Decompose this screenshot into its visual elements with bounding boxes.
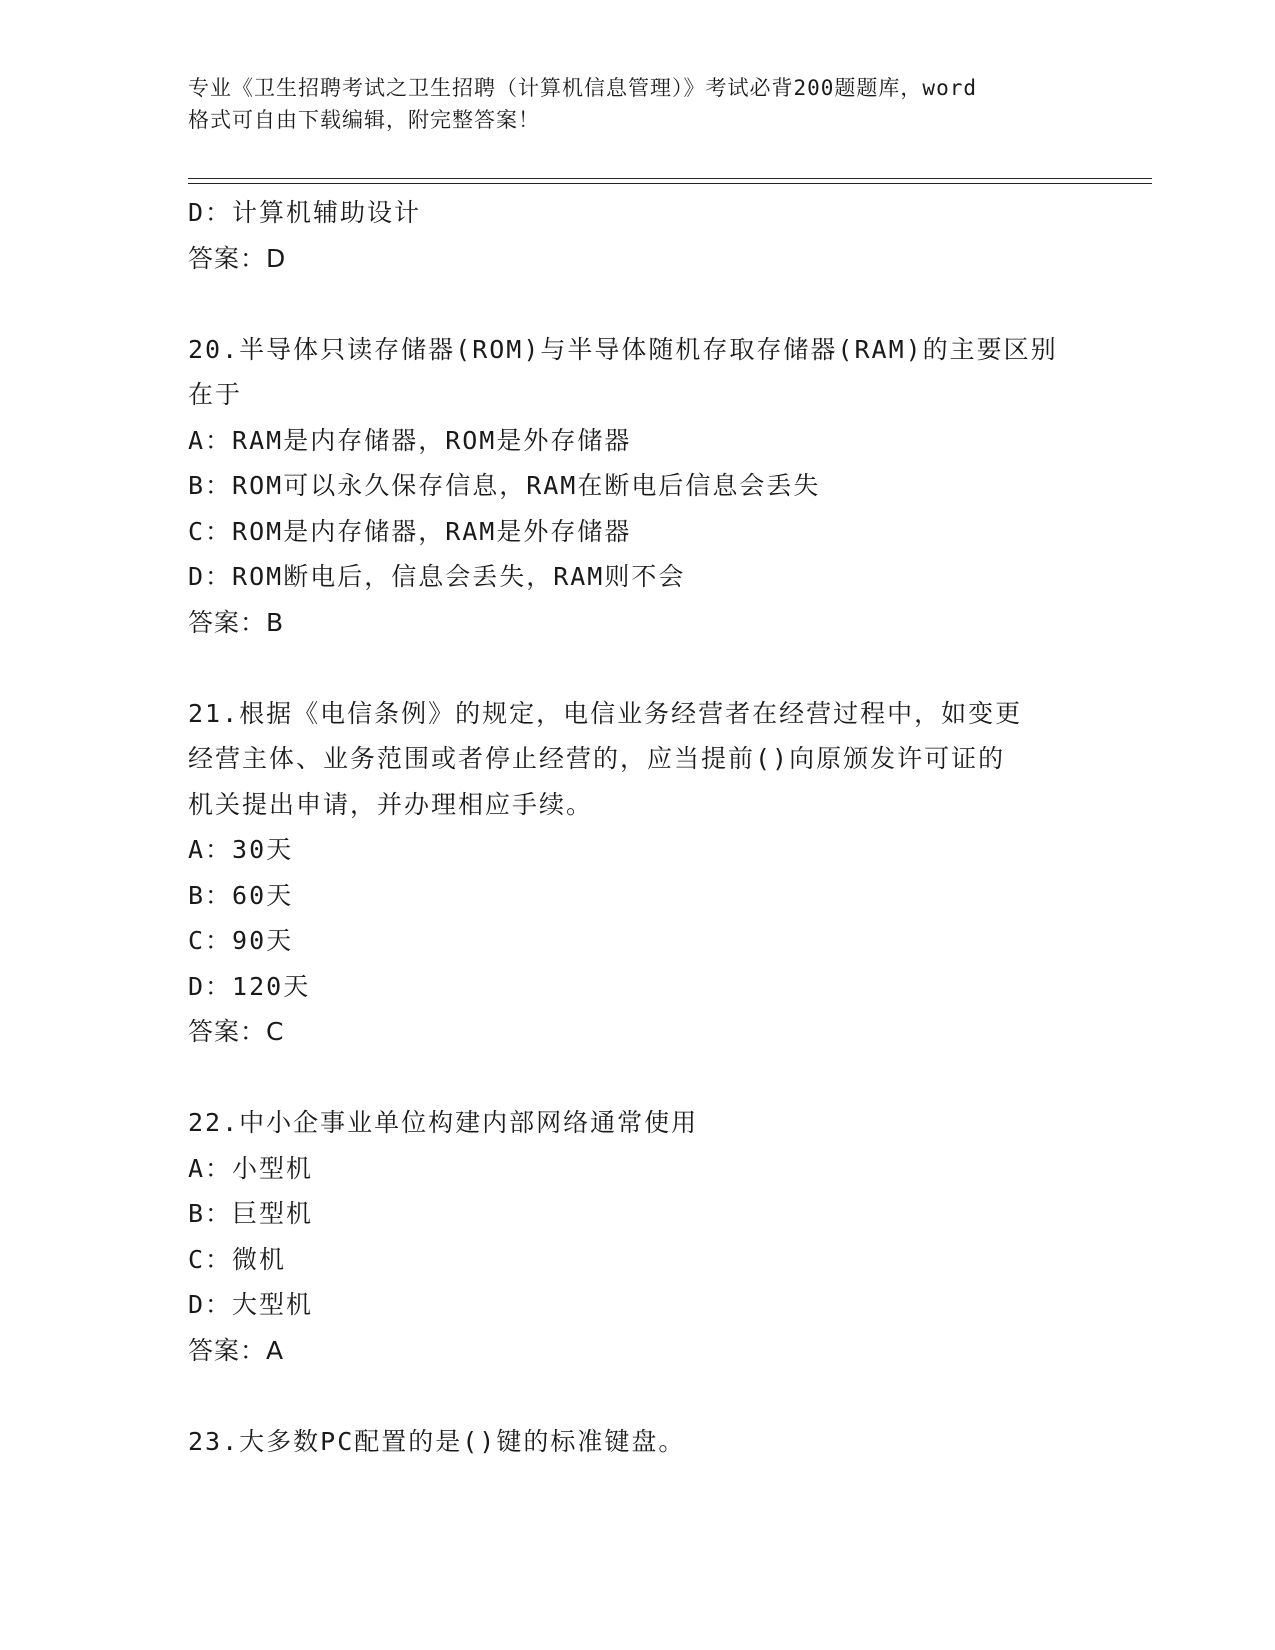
question-stem-line: 22.中小企事业单位构建内部网络通常使用	[188, 1108, 699, 1137]
document-header	[188, 72, 1088, 136]
question-21	[188, 691, 1088, 1055]
question-stem-line: 21.根据《电信条例》的规定，电信业务经营者在经营过程中，如变更	[188, 698, 1023, 728]
question-stem-line: 23.大多数PC配置的是()键的标准键盘。	[188, 1426, 686, 1456]
option-a: A：RAM是内存储器，ROM是外存储器	[188, 425, 632, 455]
question-stem-line: 经营主体、业务范围或者停止经营的，应当提前()向原颁发许可证的	[188, 744, 1006, 773]
option-c: C：ROM是内存储器，RAM是外存储器	[188, 516, 632, 546]
header-line-1: 专业《卫生招聘考试之卫生招聘（计算机信息管理）》考试必背200题题库，word	[188, 76, 977, 100]
answer: 答案：C	[188, 1017, 285, 1046]
spacer	[188, 1055, 1088, 1101]
document-body	[188, 190, 1088, 1464]
option-b: B：ROM可以永久保存信息，RAM在断电后信息会丢失	[188, 471, 821, 500]
header-divider-bottom	[188, 183, 1152, 184]
option-b: B：60天	[188, 880, 294, 910]
option-b: B：巨型机	[188, 1199, 314, 1228]
question-stem-line: 20.半导体只读存储器(ROM)与半导体随机存取存储器(RAM)的主要区别	[188, 334, 1058, 364]
spacer	[188, 1373, 1088, 1419]
question-stem-line: 机关提出申请，并办理相应手续。	[188, 789, 594, 819]
answer: 答案：A	[188, 1335, 285, 1365]
prev-option-d: D：计算机辅助设计	[188, 198, 422, 227]
question-23	[188, 1419, 1088, 1465]
option-c: C：微机	[188, 1244, 287, 1274]
option-d: D：ROM断电后，信息会丢失，RAM则不会	[188, 562, 686, 591]
option-a: A：小型机	[188, 1153, 314, 1183]
header-divider-top	[188, 178, 1152, 179]
header-line-2: 格式可自由下载编辑，附完整答案！	[188, 108, 540, 132]
spacer	[188, 281, 1088, 327]
option-d: D：大型机	[188, 1290, 314, 1319]
answer: 答案：B	[188, 607, 285, 637]
spacer	[188, 645, 1088, 691]
question-22	[188, 1100, 1088, 1373]
option-d: D：120天	[188, 971, 311, 1001]
prev-answer: 答案：D	[188, 243, 287, 273]
question-stem-line: 在于	[188, 380, 243, 409]
option-a: A：30天	[188, 835, 294, 864]
option-c: C：90天	[188, 926, 294, 955]
question-20	[188, 327, 1088, 646]
